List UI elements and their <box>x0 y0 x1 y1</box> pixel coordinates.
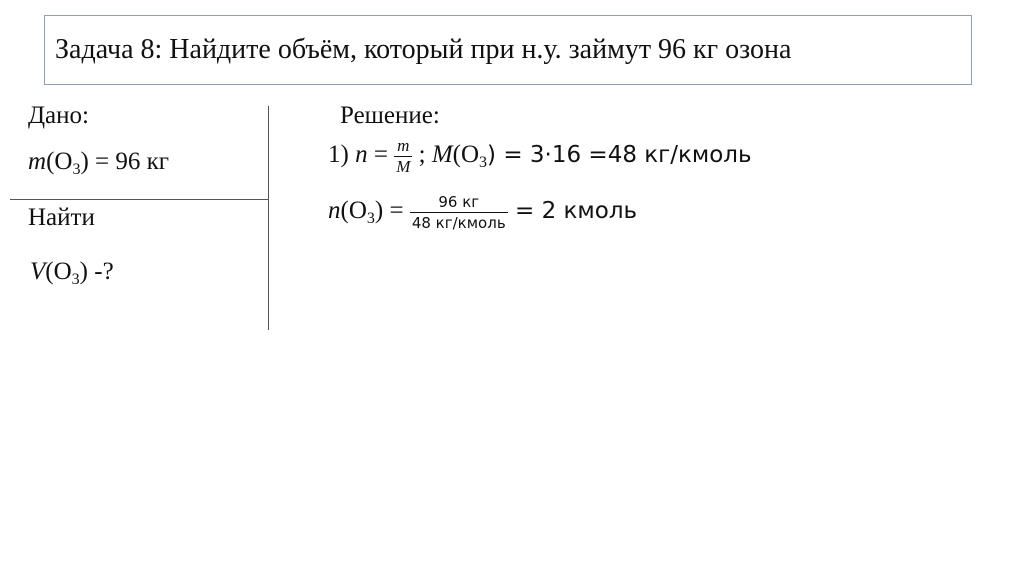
step1-n-symbol: n <box>355 141 368 169</box>
volume-formula: (O <box>45 258 72 285</box>
step1-separator: ; <box>412 141 432 169</box>
step2-denominator: 48 кг/кмоль <box>411 214 506 232</box>
step2-result: = 2 кмоль <box>507 198 638 225</box>
find-volume <box>30 258 114 289</box>
given-heading: Дано: <box>28 102 89 129</box>
solution-step-2 <box>328 193 637 232</box>
mass-value: ) = 96 кг <box>80 148 170 175</box>
solution-step-1 <box>328 137 752 176</box>
solution-heading: Решение: <box>340 102 440 129</box>
step1-numerator: m <box>397 136 410 155</box>
volume-subscript: 3 <box>71 271 80 288</box>
task-title-box <box>44 15 972 85</box>
find-heading: Найти <box>28 204 95 231</box>
volume-symbol: V <box>30 258 46 285</box>
step1-denominator: M <box>396 157 411 176</box>
step2-numerator: 96 кг <box>438 193 480 211</box>
step1-prefix: 1) <box>328 141 356 169</box>
step1-M-value: ) = 3·16 =48 кг/кмоль <box>487 142 752 169</box>
step2-fraction <box>410 193 508 232</box>
step2-n-symbol: n <box>328 197 341 225</box>
step1-M-formula: (O <box>452 141 480 169</box>
step2-equals: ) = <box>374 197 410 225</box>
step2-fraction-bar <box>410 212 508 213</box>
task-title: Задача 8: Найдите объём, который при н.у. займут 96 кг озона <box>55 34 792 65</box>
step1-M-symbol: M <box>431 141 453 169</box>
mass-symbol: m <box>28 148 47 175</box>
mass-subscript: 3 <box>72 161 81 178</box>
step2-formula: (O <box>340 197 367 225</box>
mass-formula: (O <box>46 148 73 175</box>
volume-value: ) -? <box>79 258 114 285</box>
horizontal-divider <box>10 199 269 200</box>
given-mass <box>28 148 169 179</box>
vertical-divider <box>268 106 269 330</box>
step1-equals: = <box>367 141 395 169</box>
step2-subscript: 3 <box>366 210 375 228</box>
step1-fraction <box>394 137 412 176</box>
step1-M-subscript: 3 <box>479 154 488 172</box>
